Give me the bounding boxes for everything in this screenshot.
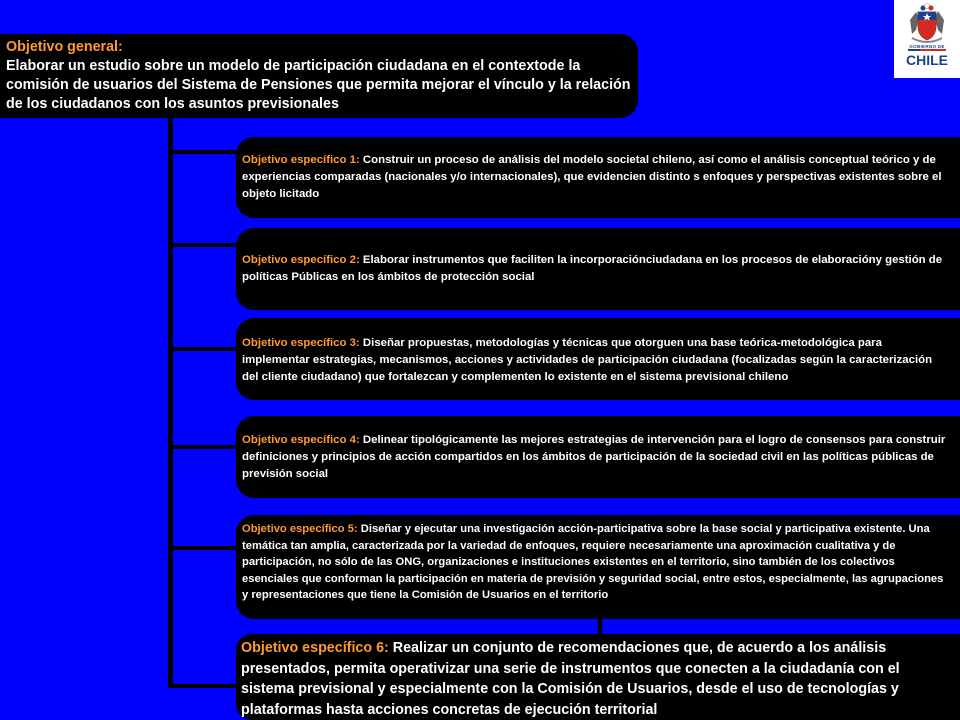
- specific-objective-4-box: [236, 416, 960, 498]
- specific-objective-2-label: Objetivo específico 2:: [242, 254, 360, 266]
- general-objective-box: [0, 34, 638, 118]
- logo-line-2: CHILE: [906, 52, 948, 68]
- specific-objective-2-text: Elaborar instrumentos que faciliten la incorporaciónciudadana en los procesos de elaboracióny gestión de políticas Públicas en los ámbitos de protección social: [242, 254, 943, 283]
- specific-objective-6-box: [236, 634, 960, 720]
- specific-objective-1-box: [236, 137, 960, 218]
- specific-objective-3-box: [236, 318, 960, 400]
- specific-objective-1-label: Objetivo específico 1:: [242, 154, 360, 166]
- specific-objective-5-label: Objetivo específico 5:: [242, 523, 358, 535]
- specific-objective-5-box: [236, 515, 960, 619]
- branch-line-2: [168, 243, 238, 247]
- specific-objective-3-text: Diseñar propuestas, metodologías y técnicas que otorguen una base teórica-metodológica para implementar estrategias, mecanismos, acciones y actividades de participación ciudadana (focalizadas según la caracterización del cliente ciudadano) que fortalezcan y complementen lo existente en el sistema previsional chileno: [242, 336, 933, 383]
- specific-objective-6-text: Realizar un conjunto de recomendaciones que, de acuerdo a los análisis presentados, permita operativizar una serie de instrumentos que conecten a la ciudadanía con el sistema previsional y especialmente con la Comisión de Usuarios, desde el uso de tecnologías y plataformas hasta acciones concretas de ejecución territorial: [241, 640, 900, 718]
- branch-line-6: [168, 684, 238, 688]
- specific-objective-4-text: Delinear tipológicamente las mejores estrategias de intervención para el logro de consensos para construir definiciones y principios de acción compartidos en los ámbitos de participación de la sociedad civil en las políticas públicas de previsión social: [242, 433, 946, 480]
- specific-objective-1-text: Construir un proceso de análisis del modelo societal chileno, así como el análisis conceptual teórico y de experiencias comparadas (nacionales y/o internacionales), que evidencien distinto s enfoques y perspectivas existentes sobre el objeto licitado: [242, 154, 942, 200]
- branch-line-1: [168, 150, 238, 154]
- specific-objective-5-text: Diseñar y ejecutar una investigación acción-participativa sobre la base social y participativa existente. Una temática tan amplia, caracterizada por la variedad de enfoques, requiere necesariamente una aproximación cualitativa y de participación, no sólo de las ONG, organizaciones e instituciones existentes en el territorio, sino también de los colectivos esenciales que conforman la participación en materia de previsión y seguridad social, entre estos, especialmente, las agrupaciones y representaciones que tiene la Comisión de Usuarios en el territorio: [242, 523, 944, 601]
- specific-objective-2-box: [236, 228, 960, 310]
- logo-line-1: GOBIERNO DE: [909, 44, 945, 49]
- specific-objective-3-label: Objetivo específico 3:: [242, 336, 360, 349]
- specific-objective-6-label: Objetivo específico 6:: [241, 640, 389, 656]
- trunk-line: [168, 114, 173, 688]
- general-objective-text: Elaborar un estudio sobre un modelo de participación ciudadana en el contextode la comisión de usuarios del Sistema de Pensiones que permita mejorar el vínculo y la relación de los ciudadanos con los asuntos previsionales: [6, 58, 631, 112]
- branch-line-4: [168, 445, 238, 449]
- branch-line-5: [168, 546, 238, 550]
- gobierno-de-chile-logo: [894, 0, 960, 78]
- general-objective-label: Objetivo general:: [6, 39, 123, 55]
- branch-line-3: [168, 347, 238, 351]
- specific-objective-4-label: Objetivo específico 4:: [242, 433, 360, 446]
